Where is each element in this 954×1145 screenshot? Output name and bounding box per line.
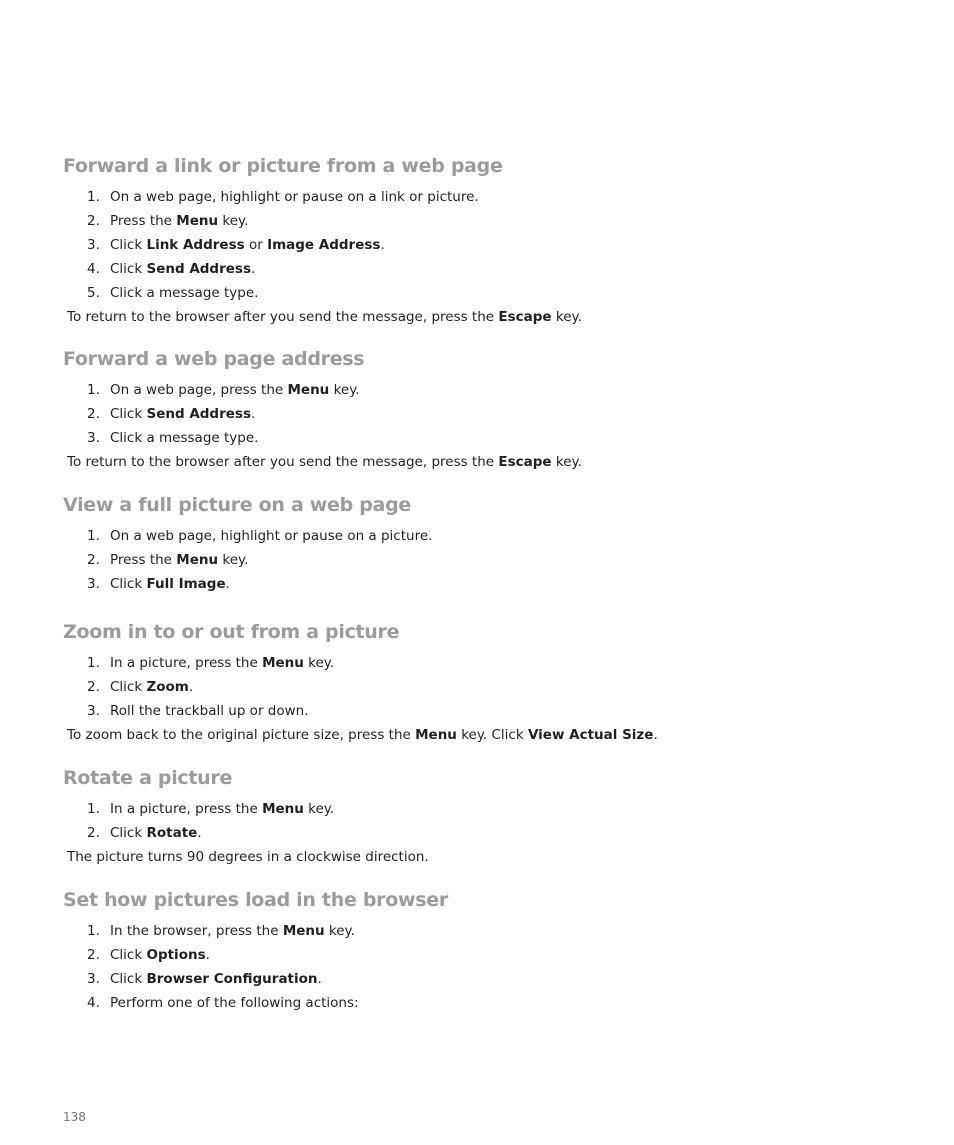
text-run: . [317, 971, 322, 987]
step-text [110, 572, 230, 596]
section-heading: Zoom in to or out from a picture [63, 621, 400, 643]
step-item [63, 524, 923, 548]
bold-ui-term: Escape [498, 309, 552, 325]
text-run: On a web page, highlight or pause on a picture. [110, 528, 433, 544]
bold-ui-term: Send Address [146, 261, 251, 277]
step-number: 2. [87, 679, 100, 695]
step-text [110, 524, 432, 548]
text-run: In the browser, press the [110, 923, 283, 939]
text-run: key. [218, 213, 249, 229]
step-text [110, 402, 255, 426]
step-text [110, 821, 202, 845]
bold-ui-term: Menu [262, 801, 304, 817]
text-run: Click [110, 825, 147, 841]
text-run: Click [110, 971, 147, 987]
step-item [63, 402, 923, 426]
step-text [110, 257, 255, 281]
bold-ui-term: Menu [176, 552, 219, 568]
text-run: Click [110, 237, 147, 253]
section-note [67, 305, 923, 329]
section [63, 889, 923, 1015]
bold-ui-term: Zoom [146, 679, 189, 695]
bold-ui-term: Full Image [146, 576, 226, 592]
bold-ui-term: Options [146, 947, 206, 963]
step-item [63, 919, 923, 943]
section [63, 621, 923, 747]
step-item [63, 821, 923, 845]
bold-ui-term: Menu [287, 382, 330, 398]
step-number: 2. [87, 947, 100, 963]
text-run: . [250, 261, 256, 277]
step-number: 1. [87, 528, 100, 544]
step-item [63, 185, 923, 209]
step-text [110, 426, 258, 450]
step-number: 5. [87, 285, 100, 301]
text-run: Click [110, 679, 147, 695]
section-heading: Set how pictures load in the browser [63, 889, 448, 911]
step-text [110, 967, 322, 991]
text-run: Click a message type. [110, 285, 259, 301]
text-run: On a web page, press the [110, 382, 288, 398]
text-run: Press the [110, 213, 177, 229]
step-text [110, 185, 479, 209]
bold-ui-term: Menu [282, 923, 325, 939]
step-number: 1. [87, 189, 100, 205]
step-number: 2. [87, 406, 100, 422]
bold-ui-term: Menu [176, 213, 219, 229]
steps-list [63, 797, 923, 845]
text-run: . [197, 825, 202, 841]
step-text [110, 281, 258, 305]
steps-list [63, 919, 923, 1015]
text-run: Perform one of the following actions: [110, 995, 359, 1011]
steps-list [63, 524, 923, 596]
step-number: 3. [87, 971, 100, 987]
step-item [63, 991, 923, 1015]
step-number: 1. [87, 801, 100, 817]
step-item [63, 209, 923, 233]
step-number: 1. [87, 655, 100, 671]
step-text [110, 943, 210, 967]
step-item [63, 548, 923, 572]
bold-ui-term: Link Address [146, 237, 245, 253]
step-text [110, 548, 248, 572]
section [63, 155, 923, 329]
text-run: . [380, 237, 385, 253]
text-run: . [225, 576, 230, 592]
step-number: 3. [87, 237, 100, 253]
text-run: The picture turns 90 degrees in a clockwise direction. [67, 849, 429, 865]
bold-ui-term: Image Address [267, 237, 381, 253]
step-item [63, 675, 923, 699]
text-run: Click [110, 406, 147, 422]
step-item [63, 699, 923, 723]
bold-ui-term: Browser Configuration [146, 971, 318, 987]
bold-ui-term: Send Address [146, 406, 251, 422]
step-item [63, 651, 923, 675]
step-number: 3. [87, 703, 100, 719]
text-run: key. [329, 382, 360, 398]
text-run: Click a message type. [110, 430, 259, 446]
step-item [63, 943, 923, 967]
text-run: key. [303, 801, 335, 817]
section-note [67, 723, 923, 747]
text-run: key. [551, 454, 582, 470]
section-heading: Forward a web page address [63, 348, 365, 370]
bold-ui-term: Escape [498, 454, 552, 470]
text-run: To return to the browser after you send the message, press the [67, 309, 499, 325]
step-item [63, 378, 923, 402]
text-run: key. [218, 552, 249, 568]
section-note [67, 450, 923, 474]
step-number: 3. [87, 430, 100, 446]
text-run: To zoom back to the original picture size, press the [67, 727, 416, 743]
bold-ui-term: Rotate [146, 825, 198, 841]
text-run: key. [551, 309, 582, 325]
step-text [110, 209, 248, 233]
text-run: . [250, 406, 256, 422]
step-item [63, 257, 923, 281]
text-run: . [205, 947, 210, 963]
text-run: Click [110, 947, 147, 963]
text-run: In a picture, press the [110, 801, 263, 817]
section [63, 494, 923, 596]
step-text [110, 919, 355, 943]
page-number: 138 [63, 1110, 86, 1124]
section-heading: Forward a link or picture from a web page [63, 155, 503, 177]
section [63, 348, 923, 474]
section-heading: Rotate a picture [63, 767, 233, 789]
step-item [63, 572, 923, 596]
text-run: On a web page, highlight or pause on a link or picture. [110, 189, 479, 205]
text-run: In a picture, press the [110, 655, 263, 671]
steps-list [63, 378, 923, 450]
step-number: 4. [87, 995, 100, 1011]
step-text [110, 233, 385, 257]
text-run: key. Click [456, 727, 528, 743]
text-run: . [188, 679, 194, 695]
steps-list [63, 185, 923, 305]
step-item [63, 426, 923, 450]
text-run: Click [110, 261, 147, 277]
text-run: . [653, 727, 658, 743]
section-note [67, 845, 923, 869]
step-item [63, 233, 923, 257]
step-number: 1. [87, 382, 100, 398]
text-run: or [244, 237, 268, 253]
step-number: 3. [87, 576, 100, 592]
steps-list [63, 651, 923, 723]
step-number: 4. [87, 261, 100, 277]
bold-ui-term: View Actual Size [527, 727, 654, 743]
step-number: 2. [87, 825, 100, 841]
section-heading: View a full picture on a web page [63, 494, 411, 516]
step-text [110, 699, 309, 723]
step-item [63, 797, 923, 821]
step-text [110, 991, 359, 1015]
step-item [63, 967, 923, 991]
step-number: 2. [87, 213, 100, 229]
text-run: key. [303, 655, 335, 671]
step-item [63, 281, 923, 305]
step-number: 1. [87, 923, 100, 939]
text-run: Roll the trackball up or down. [110, 703, 309, 719]
text-run: Click [110, 576, 147, 592]
text-run: Press the [110, 552, 177, 568]
step-text [110, 797, 334, 821]
bold-ui-term: Menu [262, 655, 304, 671]
text-run: To return to the browser after you send the message, press the [67, 454, 499, 470]
text-run: key. [324, 923, 355, 939]
step-text [110, 675, 193, 699]
bold-ui-term: Menu [415, 727, 457, 743]
section [63, 767, 923, 869]
step-text [110, 651, 334, 675]
step-number: 2. [87, 552, 100, 568]
step-text [110, 378, 360, 402]
